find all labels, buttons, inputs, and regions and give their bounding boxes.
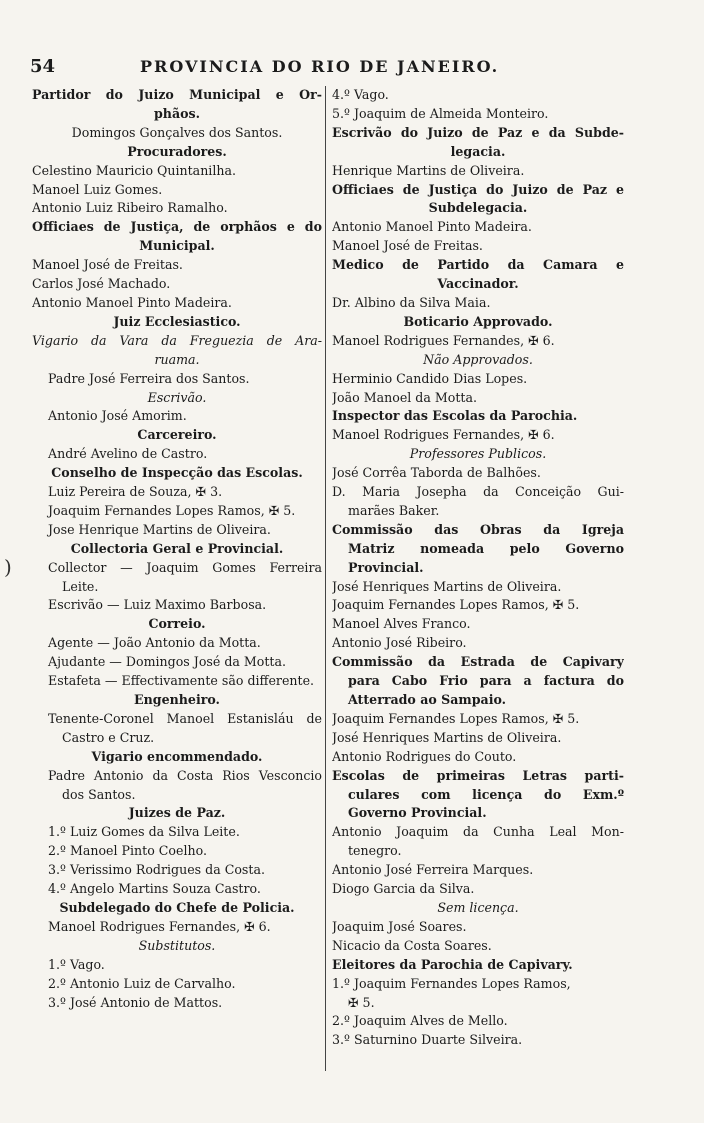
list-item: João Manoel da Motta. bbox=[332, 389, 477, 405]
list-item: 1.º Vago. bbox=[48, 956, 105, 972]
list-item: Manoel José de Freitas. bbox=[32, 257, 183, 273]
list-item: 2.º Antonio Luiz de Carvalho. bbox=[48, 975, 236, 991]
list-item: 1.º Joaquim Fernandes Lopes Ramos, bbox=[332, 975, 571, 991]
heading: Matriz nomeada pelo Governo bbox=[348, 540, 624, 556]
heading: Carcereiro. bbox=[137, 427, 217, 443]
list-item: Antonio José Ferreira Marques. bbox=[332, 862, 534, 878]
heading: para Cabo Frio para a factura do bbox=[348, 673, 624, 689]
list-item: Joaquim Fernandes Lopes Ramos, ✠ 5. bbox=[332, 597, 580, 613]
list-item: Leite. bbox=[62, 578, 99, 594]
heading: Engenheiro. bbox=[134, 692, 220, 707]
list-item: Manoel José de Freitas. bbox=[332, 238, 483, 254]
list-item: Vigario da Vara da Freguezia de Ara- bbox=[32, 332, 322, 348]
heading: Conselho de Inspecção das Escolas. bbox=[51, 465, 303, 481]
heading: Officiaes de Justiça, de orphãos e do bbox=[32, 219, 322, 235]
list-item: Ajudante — Domingos José da Motta. bbox=[48, 654, 287, 670]
left-column bbox=[32, 86, 322, 1012]
list-item: 5.º Joaquim de Almeida Monteiro. bbox=[332, 105, 549, 121]
subheading: Não Approvados. bbox=[423, 351, 533, 367]
list-item: Collector — Joaquim Gomes Ferreira bbox=[48, 559, 322, 575]
heading: Escrivão do Juizo de Paz e da Subde- bbox=[332, 124, 624, 140]
heading: Escolas de primeiras Letras parti- bbox=[332, 767, 624, 783]
list-item: D. Maria Josepha da Conceição Gui- bbox=[332, 484, 624, 500]
list-item: Estafeta — Effectivamente são differente. bbox=[48, 673, 315, 689]
list-item: Joaquim Fernandes Lopes Ramos, ✠ 5. bbox=[48, 502, 296, 518]
list-item: Agente — João Antonio da Motta. bbox=[48, 635, 261, 651]
list-item: Jose Henrique Martins de Oliveira. bbox=[48, 521, 271, 537]
right-column bbox=[332, 86, 624, 1050]
list-item: tenegro. bbox=[348, 843, 402, 859]
list-item: Padre José Ferreira dos Santos. bbox=[48, 370, 250, 386]
list-item: 4.º Vago. bbox=[332, 87, 389, 102]
subheading: Sem licença. bbox=[437, 899, 519, 915]
list-item: Castro e Cruz. bbox=[62, 729, 155, 745]
heading: legacia. bbox=[450, 143, 506, 159]
heading: Inspector das Escolas da Parochia. bbox=[332, 408, 578, 424]
heading: Boticario Approvado. bbox=[403, 313, 553, 329]
running-title: PROVINCIA DO RIO DE JANEIRO. bbox=[140, 57, 500, 76]
heading: Correio. bbox=[148, 616, 206, 632]
list-item: André Avelino de Castro. bbox=[48, 446, 208, 462]
subheading: Professores Publicos. bbox=[409, 446, 547, 462]
list-item: Manoel Alves Franco. bbox=[332, 616, 471, 632]
list-item: 2.º Manoel Pinto Coelho. bbox=[48, 843, 207, 859]
list-item: Joaquim José Soares. bbox=[332, 918, 467, 934]
list-item: 3.º José Antonio de Mattos. bbox=[48, 994, 223, 1010]
heading: Municipal. bbox=[139, 238, 215, 254]
list-item: Nicacio da Costa Soares. bbox=[332, 937, 492, 953]
subheading: Escrivão. bbox=[147, 389, 207, 405]
page-number: 54 bbox=[30, 56, 56, 77]
list-item: Joaquim Fernandes Lopes Ramos, ✠ 5. bbox=[332, 710, 580, 726]
list-item: Manoel Rodrigues Fernandes, ✠ 6. bbox=[48, 918, 271, 934]
heading: Juiz Ecclesiastico. bbox=[113, 313, 241, 329]
list-item: Manoel Luiz Gomes. bbox=[32, 181, 163, 197]
list-item: 4.º Angelo Martins Souza Castro. bbox=[48, 881, 261, 897]
list-item: 1.º Luiz Gomes da Silva Leite. bbox=[48, 824, 240, 840]
heading: Vigario encommendado. bbox=[91, 748, 263, 764]
subheading: Substitutos. bbox=[138, 937, 216, 953]
heading: Medico de Partido da Camara e bbox=[332, 257, 624, 273]
list-item: 3.º Saturnino Duarte Silveira. bbox=[332, 1032, 523, 1048]
list-item: 3.º Verissimo Rodrigues da Costa. bbox=[48, 862, 265, 878]
heading: Eleitores da Parochia de Capivary. bbox=[332, 956, 573, 972]
list-item: Antonio Joaquim da Cunha Leal Mon- bbox=[332, 824, 624, 840]
list-item: Celestino Mauricio Quintanilha. bbox=[32, 162, 236, 178]
heading: Commissão da Estrada de Capivary bbox=[332, 654, 624, 670]
list-item: Tenente-Coronel Manoel Estanisláu de bbox=[48, 710, 322, 726]
list-item: Escrivão — Luiz Maximo Barbosa. bbox=[48, 597, 267, 613]
list-item: ruama. bbox=[154, 351, 200, 367]
heading: Procuradores. bbox=[127, 143, 227, 159]
heading: Subdelegado do Chefe de Policia. bbox=[59, 899, 295, 915]
heading: Officiaes de Justiça do Juizo de Paz e bbox=[332, 181, 624, 197]
heading: culares com licença do Exm.º bbox=[348, 786, 624, 802]
heading: Atterrado ao Sampaio. bbox=[348, 692, 507, 707]
list-item: dos Santos. bbox=[62, 786, 136, 802]
column-divider bbox=[325, 86, 326, 1071]
list-item: Padre Antonio da Costa Rios Vesconcio bbox=[48, 767, 322, 783]
page-header bbox=[30, 56, 670, 80]
list-item: Antonio Luiz Ribeiro Ramalho. bbox=[32, 200, 228, 216]
list-item: Antonio Manoel Pinto Madeira. bbox=[32, 294, 232, 310]
heading: Commissão das Obras da Igreja bbox=[332, 521, 624, 537]
list-item: Carlos José Machado. bbox=[32, 276, 171, 292]
list-item: 2.º Joaquim Alves de Mello. bbox=[332, 1013, 508, 1029]
heading: Governo Provincial. bbox=[348, 805, 487, 821]
list-item: ✠ 5. bbox=[348, 994, 375, 1010]
margin-bracket: ) bbox=[4, 555, 12, 579]
heading: Juizes de Paz. bbox=[128, 805, 226, 821]
heading: Vaccinador. bbox=[437, 276, 519, 292]
list-item: Manoel Rodrigues Fernandes, ✠ 6. bbox=[332, 427, 555, 443]
list-item: José Henriques Martins de Oliveira. bbox=[332, 729, 562, 745]
heading: Partidor do Juizo Municipal e Or- bbox=[32, 87, 322, 102]
list-item: Henrique Martins de Oliveira. bbox=[332, 162, 525, 178]
heading: Provincial. bbox=[348, 559, 424, 575]
list-item: Antonio Manoel Pinto Madeira. bbox=[332, 219, 532, 235]
list-item: Dr. Albino da Silva Maia. bbox=[332, 294, 491, 310]
list-item: Diogo Garcia da Silva. bbox=[332, 881, 475, 897]
list-item: marães Baker. bbox=[348, 502, 440, 518]
list-item: José Henriques Martins de Oliveira. bbox=[332, 578, 562, 594]
list-item: Manoel Rodrigues Fernandes, ✠ 6. bbox=[332, 332, 555, 348]
heading: Subdelegacia. bbox=[428, 200, 528, 216]
list-item: Antonio Rodrigues do Couto. bbox=[332, 748, 517, 764]
heading: phãos. bbox=[154, 105, 200, 121]
list-item: Herminio Candido Dias Lopes. bbox=[332, 370, 528, 386]
list-item: José Corrêa Taborda de Balhões. bbox=[332, 465, 541, 481]
list-item: Domingos Gonçalves dos Santos. bbox=[71, 124, 283, 140]
list-item: Antonio José Ribeiro. bbox=[332, 635, 467, 651]
list-item: Luiz Pereira de Souza, ✠ 3. bbox=[48, 484, 223, 500]
list-item: Antonio José Amorim. bbox=[48, 408, 187, 424]
heading: Collectoria Geral e Provincial. bbox=[70, 540, 284, 556]
